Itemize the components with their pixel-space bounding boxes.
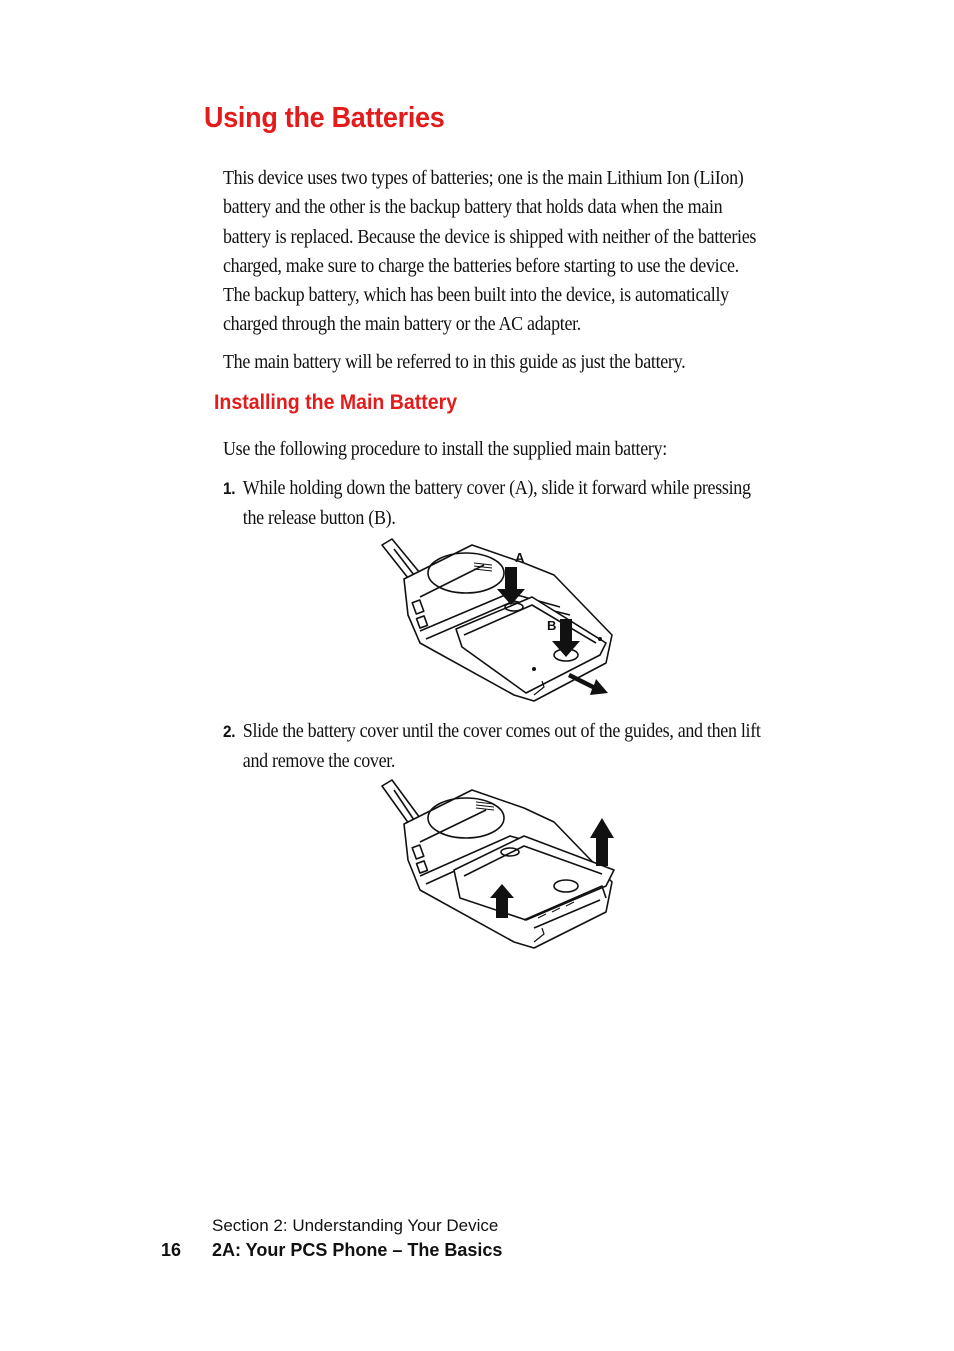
step-2 [223, 717, 772, 776]
page-title: Using the Batteries [204, 102, 445, 134]
step-number: 1. [223, 479, 236, 498]
label-a: A [515, 550, 525, 565]
intro-paragraph: This device uses two types of batteries; one is the main Lithium Ion (LiIon) battery and the other is the backup battery that holds data when the main battery is replaced. Because the device is shipped with neither of the batteries charged, make sure to charge the batteries before starting to use the device. The backup battery, which has been built into the device, is automatically charged through the main battery or the AC adapter. [223, 167, 757, 336]
battery-cover-release-illustration [374, 535, 624, 710]
step-text: Slide the battery cover until the cover comes out of the guides, and then lift and remove the cover. [242, 720, 761, 772]
footer-page-number: 16 [161, 1240, 182, 1260]
procedure-intro: Use the following procedure to install the supplied main battery: [223, 438, 667, 460]
footer-section-title: Section 2: Understanding Your Device [212, 1216, 499, 1235]
step-number: 2. [223, 722, 236, 741]
note-paragraph: The main battery will be referred to in this guide as just the battery. [223, 351, 686, 373]
footer-chapter-title: 2A: Your PCS Phone – The Basics [212, 1240, 503, 1260]
section-subtitle: Installing the Main Battery [214, 391, 458, 414]
label-b: B [547, 618, 557, 633]
step-1 [223, 474, 772, 533]
battery-cover-removal-illustration [374, 778, 624, 953]
step-text: While holding down the battery cover (A), slide it forward while pressing the release button (B). [242, 477, 751, 529]
